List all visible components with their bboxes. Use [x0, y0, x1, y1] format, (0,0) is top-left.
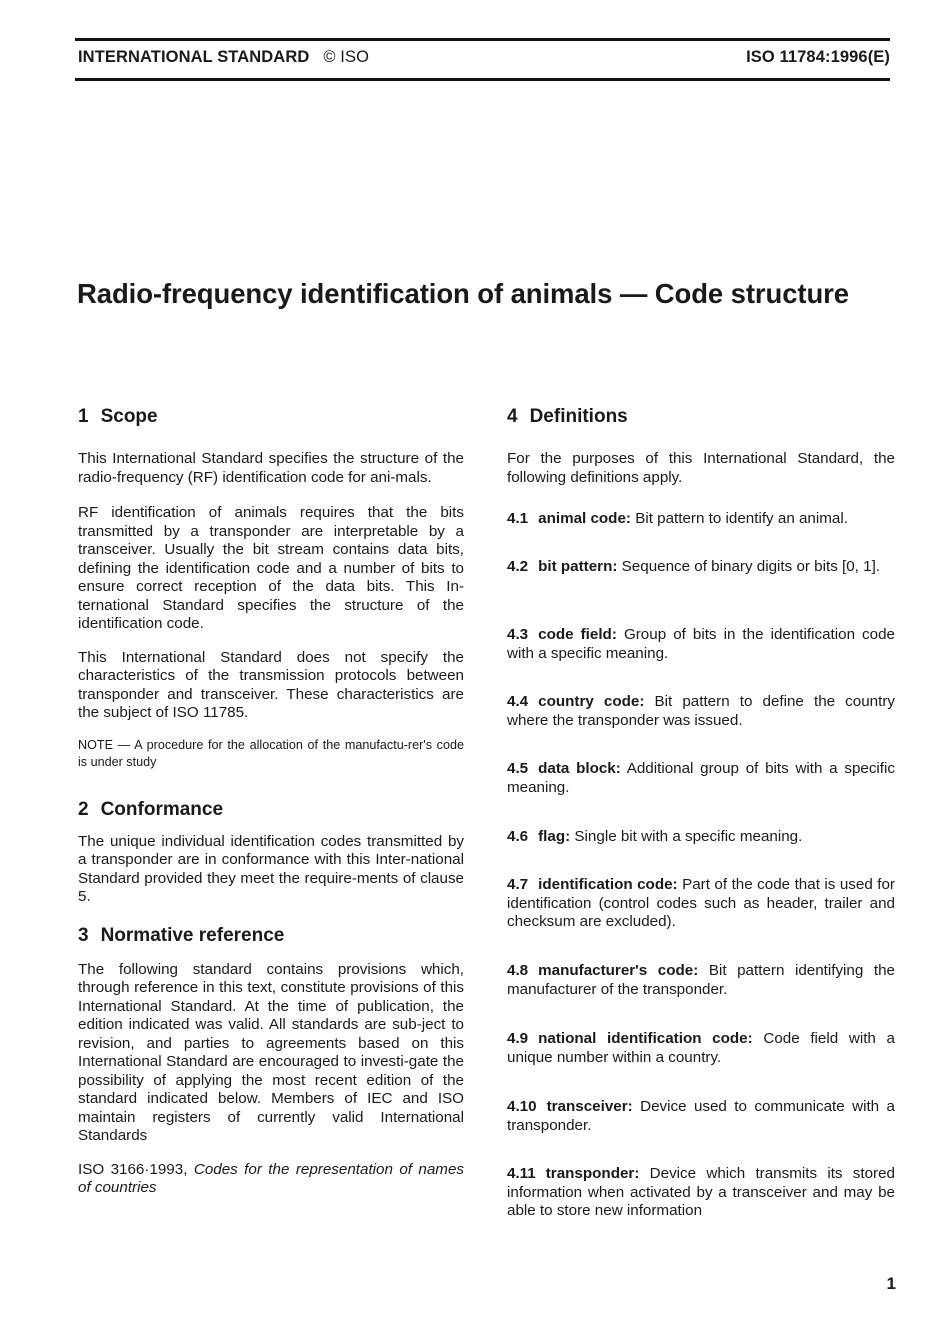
- normative-paragraph: The following standard contains provisions which, through reference in this text, constitute provisions of this International Standard. At the time of publication, the edition indicated was valid. All standards are sub-ject to revision, and parties to agreements based on this International Standard are encouraged to investi-gate the possibility of applying the most recent edition of the standard indicated below. Members of IEC and ISO maintain registers of currently valid International Standards: [78, 960, 464, 1144]
- definition-item: 4.6 flag: Single bit with a specific meaning.: [507, 828, 803, 845]
- section-heading-normative-reference: 3 Normative reference: [78, 924, 285, 946]
- header-standard-label: INTERNATIONAL STANDARD: [78, 48, 310, 66]
- definitions-intro: For the purposes of this International Standard, the following definitions apply.: [507, 450, 895, 486]
- definition-item: 4.7 identification code: Part of the code that is used for identification (control codes such as header, trailer and checksum are excluded).: [507, 876, 895, 930]
- section-heading-scope: 1 Scope: [78, 406, 158, 427]
- definition-item: 4.5 data block: Additional group of bits with a specific meaning.: [507, 760, 895, 796]
- definition-item: 4.9 national identification code: Code field with a unique number within a country.: [507, 1030, 895, 1066]
- header-copyright: © ISO: [323, 48, 370, 66]
- document-title: Radio-frequency identification of animals — Code structure: [77, 278, 849, 309]
- header-doc-id: ISO 11784:1996(E): [746, 48, 890, 66]
- normative-reference-item: ISO 3166·1993, Codes for the representation of names of countries: [78, 1160, 465, 1196]
- section-heading-conformance: 2 Conformance: [78, 798, 224, 820]
- header-rule-bottom: [75, 78, 890, 81]
- header-left: [78, 48, 369, 67]
- page-number: 1: [886, 1274, 896, 1293]
- definition-item: 4.8 manufacturer's code: Bit pattern identifying the manufacturer of the transponder.: [507, 962, 895, 998]
- definition-item: 4.3 code field: Group of bits in the identification code with a specific meaning.: [507, 626, 895, 662]
- scope-note: NOTE — A procedure for the allocation of the manufactu-rer's code is under study: [78, 737, 464, 769]
- header-rule-top: [75, 38, 890, 41]
- scope-paragraph-3: This International Standard does not specify the characteristics of the transmission protocols between transponder and transceiver. These characteristics are the subject of ISO 11785.: [78, 648, 464, 721]
- right-column: [507, 404, 895, 1244]
- scope-paragraph-2: RF identification of animals requires that the bits transmitted by a transponder are interpretable by a transceiver. Usually the bit stream contains data bits, defining the identification code and a number of bits to ensure correct reception of the data bits. This In-ternational Standard specifies the structure of the identification code.: [78, 504, 464, 632]
- section-heading-definitions: 4 Definitions: [507, 406, 628, 427]
- left-column: [78, 404, 464, 1198]
- definition-item: 4.1 animal code: Bit pattern to identify an animal.: [507, 510, 848, 527]
- definition-item: 4.10 transceiver: Device used to communicate with a transponder.: [507, 1098, 895, 1134]
- conformance-paragraph: The unique individual identification codes transmitted by a transponder are in conformance with this Inter-national Standard provided they meet the require-ments of clause 5.: [78, 832, 464, 905]
- definition-item: 4.4 country code: Bit pattern to define the country where the transponder was issued.: [507, 693, 895, 729]
- definition-item: 4.11 transponder: Device which transmits its stored information when activated by a transceiver and may be able to store new information: [507, 1165, 895, 1219]
- definition-item: 4.2 bit pattern: Sequence of binary digits or bits [0, 1].: [507, 558, 881, 575]
- scope-paragraph-1: This International Standard specifies the structure of the radio-frequency (RF) identification code for ani-mals.: [78, 450, 464, 486]
